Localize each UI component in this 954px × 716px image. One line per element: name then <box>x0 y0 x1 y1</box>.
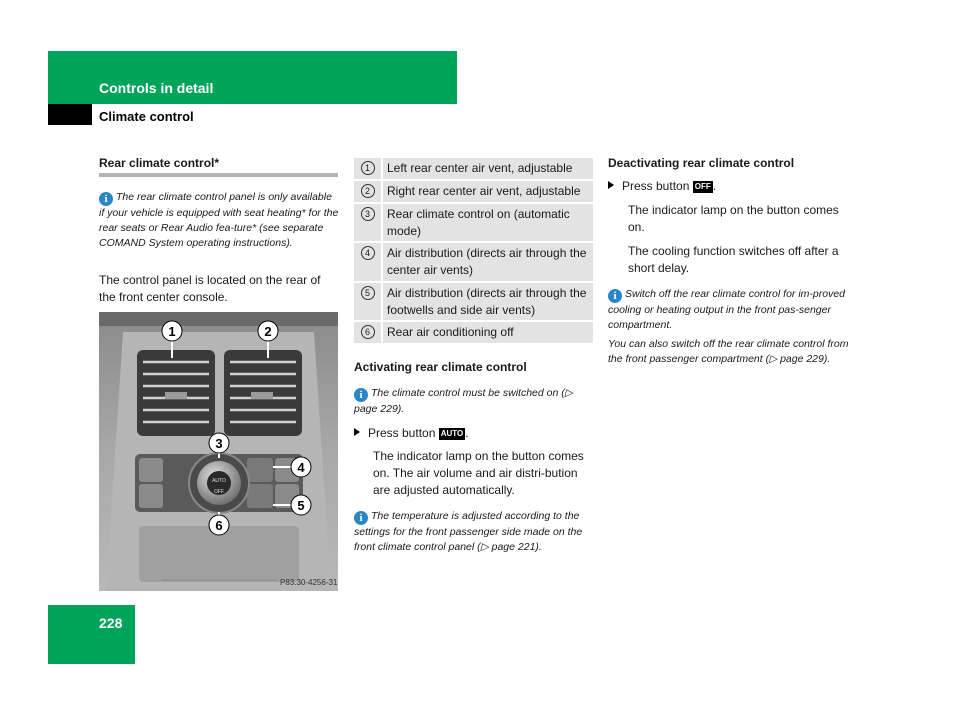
legend-row <box>354 158 593 181</box>
auto-button-symbol: AUTO <box>440 429 464 438</box>
deactivating-step: Press button OFF . <box>608 178 848 195</box>
photo-off-label: OFF <box>214 489 224 495</box>
info-icon: i <box>99 192 113 206</box>
legend-row <box>354 243 593 283</box>
legend-table <box>354 158 593 345</box>
rear-console-photo <box>99 312 338 591</box>
info-icon: i <box>608 289 622 303</box>
step-label: Press button <box>622 179 690 193</box>
activating-heading: Activating rear climate control <box>354 360 527 374</box>
legend-text: Right rear center air vent, adjustable <box>387 184 581 198</box>
console-location-text: The control panel is located on the rear of the front center console. <box>99 273 321 304</box>
callout-3: 3 <box>215 436 223 451</box>
photo-auto-label: AUTO <box>212 478 226 484</box>
callout-1: 1 <box>168 324 176 339</box>
info-note-text: The temperature is adjusted according to the settings for the front passenger side made on the front climate control panel (▷ page 221). <box>354 510 583 553</box>
step-arrow-icon <box>608 181 614 189</box>
legend-number: 1 <box>361 161 375 175</box>
page-number: 228 <box>99 615 123 631</box>
photo-code: P83.30-4256-31 <box>280 578 338 587</box>
subsection-marker <box>48 104 92 125</box>
legend-text: Rear climate control on (automatic mode) <box>387 207 570 238</box>
info-note <box>354 509 594 555</box>
info-note <box>354 386 594 417</box>
info-note-text: The rear climate control panel is only available if your vehicle is equipped with seat heating* for the rear seats or Rear Audio fea-ture* (see separate COMAND System operating instructions). <box>99 191 339 249</box>
activating-result-text: The indicator lamp on the button comes on. The air volume and air distri-bution are adjusted automatically. <box>373 449 584 497</box>
callout-2: 2 <box>264 324 272 339</box>
legend-row <box>354 181 593 204</box>
legend-text: Air distribution (directs air through the footwells and side air vents) <box>387 286 587 317</box>
legend-row <box>354 204 593 243</box>
legend-number: 4 <box>361 246 375 260</box>
legend-row <box>354 283 593 322</box>
legend-text: Rear air conditioning off <box>387 325 514 339</box>
legend-number: 2 <box>361 184 375 198</box>
callout-4: 4 <box>297 460 305 475</box>
info-icon: i <box>354 388 368 402</box>
info-note-text: The climate control must be switched on (▷ page 229). <box>354 387 573 415</box>
subsection-title: Climate control <box>99 109 194 124</box>
legend-number: 3 <box>361 207 375 221</box>
legend-text: Air distribution (directs air through the center air vents) <box>387 246 587 277</box>
info-note-text: Switch off the rear climate control for im-proved cooling or heating output in the front pas-senger compartment. <box>608 288 845 331</box>
rear-climate-heading: Rear climate control* <box>99 156 220 170</box>
info-note <box>608 287 850 333</box>
activating-step: Press button AUTO . <box>354 425 594 442</box>
header-band <box>48 51 457 104</box>
legend-text: Left rear center air vent, adjustable <box>387 161 573 175</box>
legend-row <box>354 322 593 345</box>
heading-rule <box>99 173 338 177</box>
section-title: Controls in detail <box>99 80 214 96</box>
deactivating-heading: Deactivating rear climate control <box>608 156 795 170</box>
off-button-symbol: OFF <box>694 182 711 191</box>
info-note <box>99 190 339 251</box>
info-icon: i <box>354 511 368 525</box>
page-number-band <box>48 605 135 664</box>
step-arrow-icon <box>354 428 360 436</box>
callout-6: 6 <box>215 518 223 533</box>
step-label: Press button <box>368 426 436 440</box>
legend-number: 6 <box>361 325 375 339</box>
callout-5: 5 <box>297 498 305 513</box>
info-note-continued: You can also switch off the rear climate control from the front passenger compartment (▷ page 229). <box>608 338 849 365</box>
cooling-off-text: The cooling function switches off after a short delay. <box>628 244 839 275</box>
deactivating-result-text: The indicator lamp on the button comes on. <box>628 203 839 234</box>
legend-number: 5 <box>361 286 375 300</box>
